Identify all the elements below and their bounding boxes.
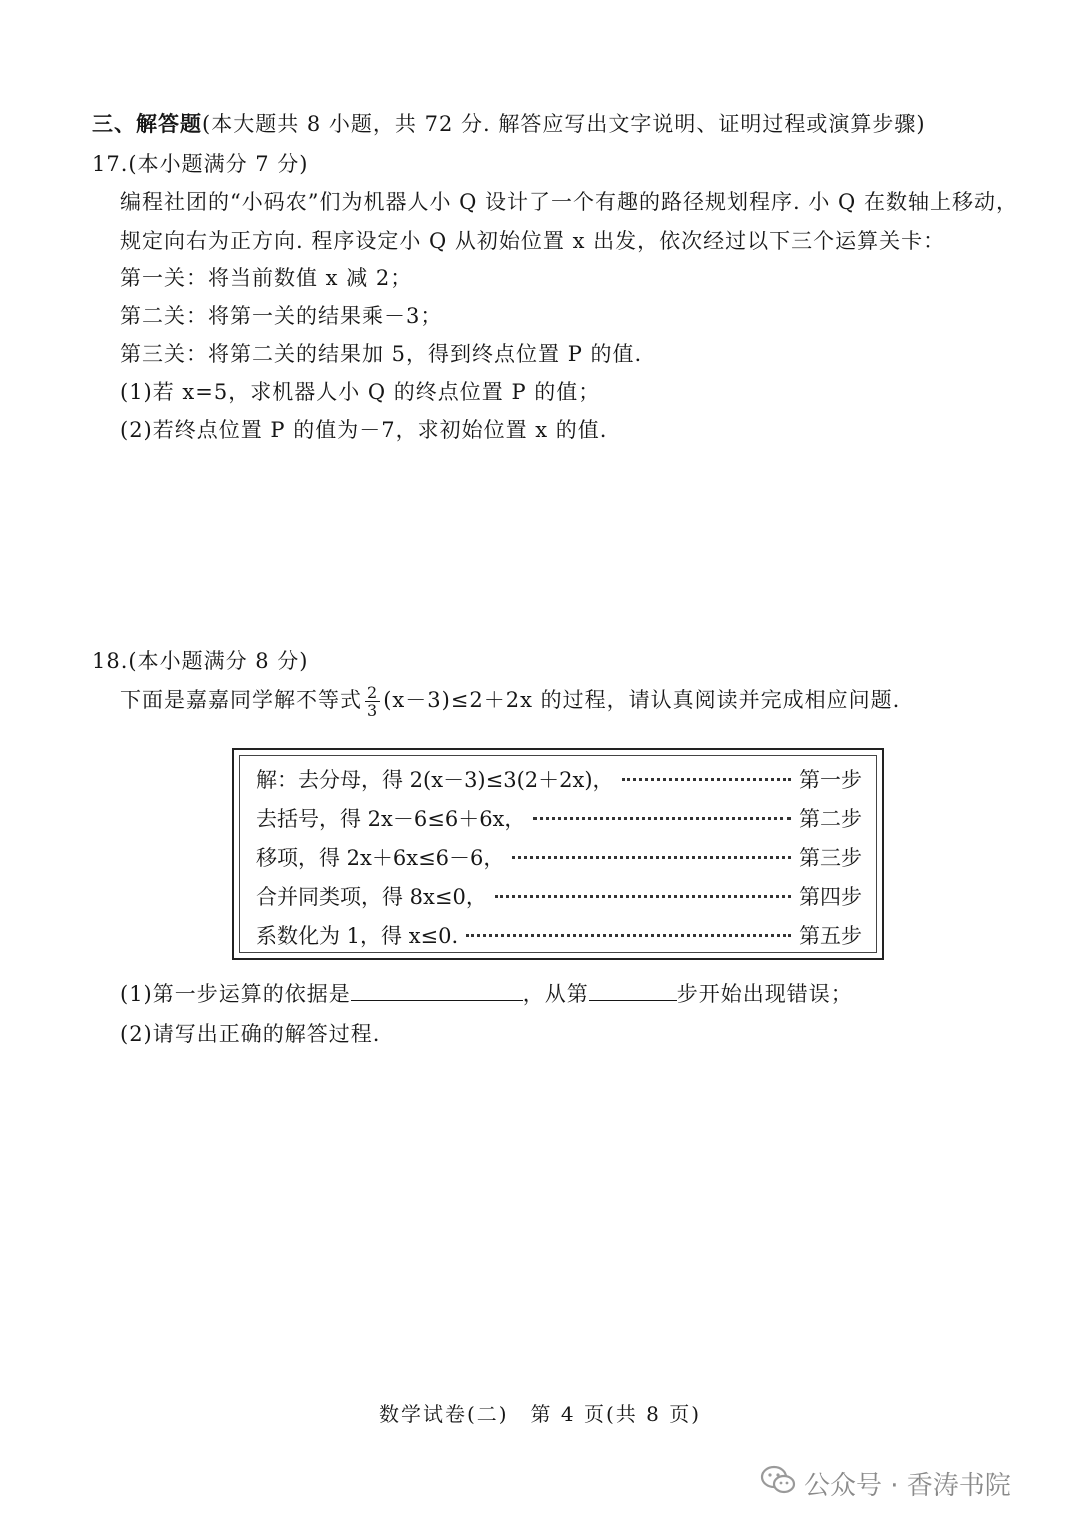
- solution-step: [256, 842, 862, 872]
- q17-line-1: 编程社团的“小码农”们为机器人小 Q 设计了一个有趣的路径规划程序. 小 Q 在数轴上移动，: [120, 190, 1018, 214]
- solution-step: [256, 881, 862, 911]
- q18-number: 18.: [92, 649, 129, 673]
- leader-dots: [466, 926, 791, 937]
- step-text: 移项，得 2x＋6x≤6－6，: [256, 846, 505, 870]
- page-footer: 数学试卷(二) 第 4 页(共 8 页): [378, 1402, 702, 1426]
- q17-line-4: 第二关：将第一关的结果乘－3；: [120, 304, 443, 328]
- leader-dots: [512, 848, 791, 859]
- q18-sub1-c: 步开始出现错误；: [676, 982, 853, 1006]
- watermark: [760, 1465, 1011, 1502]
- step-text: 系数化为 1，得 x≤0.: [256, 924, 459, 948]
- step-label: 第三步: [799, 846, 862, 870]
- solution-step: [256, 920, 862, 950]
- q18-sub-1: [120, 978, 853, 1008]
- q18-sub1-a: (1)第一步运算的依据是: [120, 982, 351, 1006]
- q18-header: [92, 645, 309, 675]
- leader-dots: [533, 809, 791, 820]
- q17-sub-1: (1)若 x=5，求机器人小 Q 的终点位置 P 的值；: [120, 380, 601, 404]
- q18-sub1-b: ，从第: [522, 982, 589, 1006]
- fraction: [365, 684, 380, 719]
- leader-dots: [495, 887, 791, 898]
- q18-points: (本小题满分 8 分): [128, 649, 309, 673]
- step-label: 第一步: [799, 768, 862, 792]
- q17-line-3: 第一关：将当前数值 x 减 2；: [120, 266, 413, 290]
- q17-points: (本小题满分 7 分): [128, 152, 309, 176]
- step-label: 第五步: [799, 924, 862, 948]
- step-text: 去括号，得 2x－6≤6＋6x，: [256, 807, 526, 831]
- section-title: [92, 108, 926, 138]
- q18-intro: [120, 684, 900, 719]
- q17-line-2: 规定向右为正方向. 程序设定小 Q 从初始位置 x 出发，依次经过以下三个运算关卡：: [120, 229, 946, 253]
- section-desc: (本大题共 8 小题，共 72 分. 解答应写出文字说明、证明过程或演算步骤): [202, 112, 926, 136]
- section-head: 三、解答题: [92, 111, 202, 136]
- q17-number: 17.: [92, 152, 129, 176]
- fraction-numerator: 2: [367, 683, 379, 702]
- fraction-denominator: 3: [367, 701, 379, 720]
- solution-box: [232, 748, 884, 960]
- q17-header: [92, 148, 309, 178]
- step-label: 第二步: [799, 807, 862, 831]
- solution-box-inner: [239, 755, 877, 953]
- step-text: 合并同类项，得 8x≤0，: [256, 885, 487, 909]
- answer-blank-step[interactable]: [589, 982, 677, 1001]
- answer-blank-basis[interactable]: [351, 982, 523, 1001]
- q17-line-5: 第三关：将第二关的结果加 5，得到终点位置 P 的值.: [120, 342, 643, 366]
- watermark-text: 公众号 · 香涛书院: [804, 1471, 1011, 1501]
- step-text: 解：去分母，得 2(x－3)≤3(2＋2x)，: [256, 768, 614, 792]
- leader-dots: [622, 770, 791, 781]
- solution-step: [256, 764, 862, 794]
- q18-intro-after: (x－3)≤2＋2x 的过程，请认真阅读并完成相应问题.: [383, 688, 901, 712]
- q17-sub-2: (2)若终点位置 P 的值为－7，求初始位置 x 的值.: [120, 418, 608, 442]
- q18-intro-before: 下面是嘉嘉同学解不等式: [120, 688, 362, 712]
- wechat-icon: [760, 1465, 796, 1502]
- q18-sub-2: (2)请写出正确的解答过程.: [120, 1022, 381, 1046]
- step-label: 第四步: [799, 885, 862, 909]
- solution-step: [256, 803, 862, 833]
